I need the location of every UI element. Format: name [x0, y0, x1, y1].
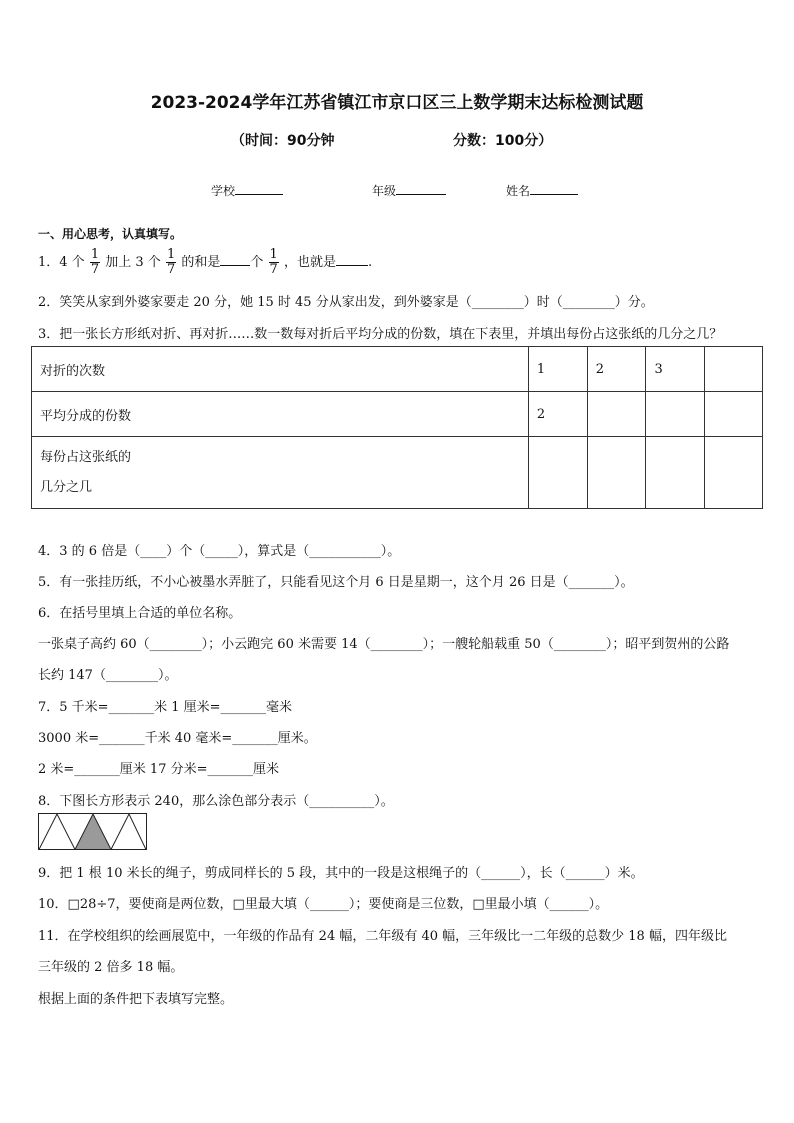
row-label-folds: 对折的次数 [32, 347, 529, 392]
page-title: 2023-2024学年江苏省镇江市京口区三上数学期末达标检测试题 [150, 93, 644, 113]
exam-time: （时间：90分钟 [231, 133, 335, 149]
question-2: 2．笑笑从家到外婆家要走 20 分，她 15 时 45 分从家出发，到外婆家是（________）时（________）分。 [38, 295, 654, 310]
row-label-parts: 平均分成的份数 [32, 392, 529, 437]
triangle-3 [111, 814, 146, 850]
q1-text-a: 1．4 个 [38, 255, 85, 270]
q1-text-e: ，也就是 [283, 255, 336, 270]
name-field [506, 182, 578, 199]
question-6-line-b: 长约 147（________）。 [38, 668, 178, 683]
question-6: 6．在括号里填上合适的单位名称。 [38, 606, 242, 621]
name-label: 姓名 [506, 184, 531, 198]
cell-parts-1: 2 [528, 392, 587, 437]
question-4: 4．3 的 6 倍是（____）个（_____），算式是（___________）。 [38, 544, 401, 559]
cell-fold-2: 2 [587, 347, 646, 392]
fraction-one-seventh: $\frac{1}{7}$ [269, 247, 278, 277]
school-field [211, 182, 283, 199]
cell-fold-4 [705, 347, 763, 392]
question-7-line-a: 7．5 千米=_______米 1 厘米=_______毫米 [38, 700, 292, 715]
question-11-line-b: 三年级的 2 倍多 18 幅。 [38, 960, 184, 975]
q1-text-c: 的和是 [181, 255, 221, 270]
question-11-line-c: 根据上面的条件把下表填写完整。 [38, 992, 234, 1007]
rectangle-triangles-figure [38, 813, 148, 851]
cell-fraction-1 [528, 437, 587, 509]
cell-fold-3: 3 [646, 347, 705, 392]
question-3: 3．把一张长方形纸对折、再对折……数一数每对折后平均分成的份数，填在下表里，并填出每份占这张纸的几分之几？ [38, 327, 723, 342]
question-10: 10．□28÷7，要使商是两位数，□里最大填（______）；要使商是三位数，□里最小填（______）。 [38, 897, 609, 912]
fraction-one-seventh: $\frac{1}{7}$ [166, 247, 176, 277]
school-label: 学校 [211, 184, 236, 198]
cell-fraction-2 [587, 437, 646, 509]
question-7-line-b: 3000 米=_______千米 40 毫米=_______厘米。 [38, 731, 317, 746]
triangle-shaded [75, 814, 111, 850]
question-11-line-a: 11．在学校组织的绘画展览中，一年级的作品有 24 幅，二年级有 40 幅，三年级比一二年级的总数少 18 幅，四年级比 [38, 929, 727, 944]
folding-table [31, 346, 763, 509]
question-7-line-c: 2 米=_______厘米 17 分米=_______厘米 [38, 762, 279, 777]
school-blank [235, 182, 283, 195]
cell-fold-1: 1 [528, 347, 587, 392]
row-label-fraction-line1: 每份占这张纸的 [40, 449, 132, 465]
question-8: 8．下图长方形表示 240，那么涂色部分表示（__________）。 [38, 794, 394, 809]
grade-label: 年级 [372, 184, 397, 198]
section-heading: 一、用心思考，认真填写。 [38, 227, 183, 241]
cell-fraction-3 [646, 437, 705, 509]
fraction-one-seventh: $\frac{1}{7}$ [90, 247, 100, 277]
grade-blank [396, 182, 446, 195]
exam-score: 分数：100分） [453, 133, 553, 149]
cell-parts-3 [646, 392, 705, 437]
answer-blank [336, 253, 368, 266]
row-label-fraction-line2: 几分之几 [40, 479, 93, 495]
cell-fraction-4 [705, 437, 763, 509]
q1-text-d: 个 [250, 255, 264, 270]
question-9: 9．把 1 根 10 米长的绳子，剪成同样长的 5 段，其中的一段是这根绳子的（______），长（______）米。 [38, 866, 644, 881]
grade-field [372, 182, 446, 199]
name-blank [530, 182, 578, 195]
cell-parts-4 [705, 392, 763, 437]
answer-blank [220, 253, 250, 266]
row-label-fraction [32, 437, 529, 509]
question-1 [38, 248, 372, 277]
question-5: 5．有一张挂历纸，不小心被墨水弄脏了，只能看见这个月 6 日是星期一，这个月 26 日是（_______）。 [38, 575, 634, 590]
question-6-line-a: 一张桌子高约 60（________）；小云跑完 60 米需要 14（________）；一艘轮船载重 50（________）；昭平到贺州的公路 [38, 637, 730, 652]
cell-parts-2 [587, 392, 646, 437]
q1-text-b: 加上 3 个 [105, 255, 161, 270]
triangle-1 [39, 814, 75, 850]
q1-text-f: . [367, 255, 373, 270]
